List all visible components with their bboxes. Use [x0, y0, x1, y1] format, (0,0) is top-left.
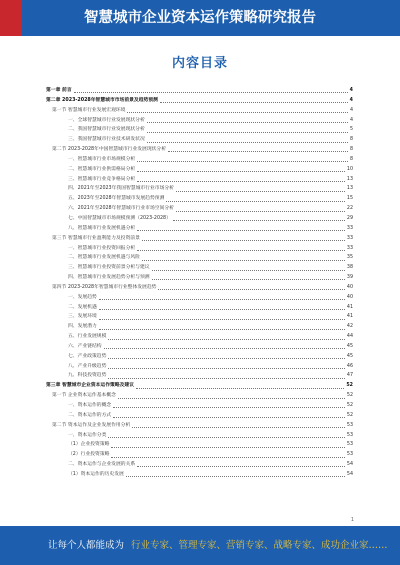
toc-entry-page: 44 — [346, 334, 353, 340]
toc-entry-label: 四、发展潜力 — [68, 324, 97, 330]
toc-entry[interactable] — [46, 401, 353, 411]
toc-entry-label: 二、我国智慧城市行业发展现状分析 — [68, 127, 145, 133]
toc-entry-label: 第四节 2023-2028年智慧城市行业整体发展趋势 — [52, 284, 157, 290]
toc-leader-dots — [108, 364, 345, 369]
toc-entry-label: 第三节 智慧城市行业盈利能力及投资前景 — [52, 235, 140, 241]
toc-entry-page: 29 — [346, 215, 353, 221]
toc-leader-dots — [137, 226, 345, 231]
toc-entry-label: 四、2021年至2023年我国智慧城市行业市场分析 — [68, 186, 174, 192]
toc-entry-label: 三、智慧城市行业投资前景分析与建议 — [68, 265, 150, 271]
toc-entry-page: 4 — [349, 88, 353, 93]
toc-leader-dots — [137, 157, 348, 162]
toc-entry[interactable] — [46, 106, 353, 116]
toc-entry-label: 第二节 2023-2028年中国智慧城市行业发展现状分析 — [52, 147, 167, 153]
toc-entry-label: （1）资本运作的历史发展 — [68, 471, 124, 477]
toc-entry-label: 一、资本运作的概念 — [68, 403, 112, 408]
toc-entry-label: 第一节 智慧城市行业发展宏观环境 — [52, 107, 126, 113]
toc-leader-dots — [99, 295, 345, 300]
toc-leader-dots — [166, 197, 345, 202]
toc-entry[interactable] — [46, 96, 353, 106]
toc-entry[interactable] — [46, 440, 353, 450]
toc-leader-dots — [160, 98, 348, 103]
toc-entry-label: 七、中国智慧城市市场规模预测（2023-2028） — [68, 215, 171, 221]
toc-leader-dots — [137, 177, 345, 182]
toc-entry-label: 第三章 智慧城市企业资本运作策略及建议 — [46, 383, 135, 389]
toc-leader-dots — [136, 384, 344, 389]
toc-leader-dots — [137, 462, 345, 467]
toc-leader-dots — [176, 187, 345, 192]
toc-entry[interactable] — [46, 450, 353, 460]
toc-leader-dots — [108, 433, 345, 438]
toc-leader-dots — [176, 207, 345, 212]
toc-leader-dots — [111, 453, 344, 458]
toc-entry-page: 13 — [346, 186, 353, 192]
toc-entry-label: 三、发展环境 — [68, 314, 97, 320]
toc-leader-dots — [99, 305, 345, 310]
toc-entry-page: 42 — [346, 324, 353, 330]
toc-entry-label: 五、行业发展规模 — [68, 334, 107, 340]
toc-entry-page: 52 — [346, 412, 353, 418]
toc-entry-label: 六、产业链结构 — [68, 343, 102, 349]
toc-entry-page: 5 — [349, 127, 353, 133]
toc-entry-page: 45 — [346, 343, 353, 349]
toc-leader-dots — [99, 325, 345, 330]
toc-leader-dots — [173, 216, 345, 221]
toc-entry-page: 33 — [346, 225, 353, 231]
toc-leader-dots — [108, 335, 345, 340]
toc-leader-dots — [118, 394, 345, 399]
toc-entry-page: 45 — [346, 353, 353, 359]
toc-leader-dots — [108, 374, 345, 379]
toc-entry-page: 13 — [346, 176, 353, 182]
toc-entry[interactable] — [46, 411, 353, 421]
toc-entry[interactable] — [46, 244, 353, 254]
toc-entry-page: 10 — [346, 166, 353, 172]
toc-leader-dots — [142, 256, 345, 261]
toc-entry-label: 第一节 企业资本运作基本概念 — [52, 393, 116, 399]
toc-leader-dots — [104, 344, 345, 349]
toc-entry[interactable] — [46, 253, 353, 263]
footer-slogan-left: 让每个人都能成为 — [48, 540, 125, 551]
toc-entry-label: 一、发展趋势 — [68, 294, 97, 300]
toc-entry[interactable] — [46, 391, 353, 401]
toc-entry-page: 22 — [346, 206, 353, 212]
toc-entry-label: 一、智慧城市行业市场规模分析 — [68, 156, 136, 162]
toc-entry-label: 第二章 2023-2028年智慧城市市场前景及趋势预测 — [46, 97, 158, 103]
toc-entry[interactable] — [46, 332, 353, 342]
toc-leader-dots — [108, 354, 345, 359]
toc-entry-label: 二、智慧城市行业发展机遇与风险 — [68, 255, 140, 261]
toc-entry[interactable] — [46, 342, 353, 352]
toc-entry-page: 53 — [346, 452, 353, 458]
toc-entry[interactable] — [46, 175, 353, 185]
toc-entry-page: 4 — [349, 107, 353, 113]
toc-leader-dots — [132, 423, 345, 428]
footer-bar — [0, 526, 400, 565]
toc-entry[interactable] — [46, 322, 353, 332]
toc-entry[interactable] — [46, 312, 353, 322]
toc-entry-page: 52 — [346, 393, 353, 399]
toc-entry-page: 40 — [346, 294, 353, 300]
toc-entry[interactable] — [46, 431, 353, 441]
toc-entry-page: 54 — [346, 471, 353, 477]
toc-entry-label: 一、智慧城市行业投资回报分析 — [68, 245, 136, 251]
toc-leader-dots — [152, 266, 345, 271]
toc-leader-dots — [113, 403, 345, 408]
toc-entry[interactable] — [46, 460, 353, 470]
toc-leader-dots — [137, 167, 345, 172]
toc-entry[interactable] — [46, 155, 353, 165]
toc-entry-page: 33 — [346, 235, 353, 241]
toc-entry-page: 54 — [346, 462, 353, 468]
toc-entry-page: 41 — [346, 304, 353, 310]
toc-entry[interactable] — [46, 224, 353, 234]
toc-entry-label: 第二节 资本运作及企业发展作用分析 — [52, 422, 131, 428]
toc-entry-label: 一、全球智慧城市行业发展现状分析 — [68, 117, 145, 123]
toc-leader-dots — [158, 285, 344, 290]
toc-entry-label: 二、智慧城市行业供需格局分析 — [68, 166, 136, 172]
toc-entry-label: 八、智慧城市行业发展机遇分析 — [68, 225, 136, 231]
toc-entry-page: 52 — [346, 383, 353, 389]
toc-entry[interactable] — [46, 125, 353, 135]
toc-entry-page: 53 — [346, 432, 353, 438]
toc-entry[interactable] — [46, 263, 353, 273]
toc-entry-page: 46 — [346, 363, 353, 369]
toc-entry-page: 38 — [346, 265, 353, 271]
toc-entry-page: 33 — [346, 245, 353, 251]
toc-entry-label: 七、产业政策趋势 — [68, 353, 107, 359]
toc-entry[interactable] — [46, 214, 353, 224]
report-header-bar — [0, 0, 400, 36]
table-of-contents — [46, 86, 353, 480]
toc-entry[interactable] — [46, 362, 353, 372]
toc-entry[interactable] — [46, 371, 353, 381]
toc-entry-page: 8 — [349, 147, 353, 153]
footer-slogan-right: 行业专家、管理专家、营销专家、战略专家、成功企业家…… — [131, 540, 388, 551]
toc-leader-dots — [74, 88, 348, 93]
toc-entry-page: 4 — [349, 97, 353, 103]
toc-entry[interactable] — [46, 165, 353, 175]
toc-entry-label: 五、2023年至2028年智慧城市发展趋势预测 — [68, 196, 165, 202]
toc-heading: 内容目录 — [171, 56, 228, 71]
toc-leader-dots — [147, 118, 348, 123]
toc-entry[interactable] — [46, 234, 353, 244]
toc-entry[interactable] — [46, 194, 353, 204]
toc-entry-label: 二、资本运作与企业发展的关系 — [68, 462, 136, 468]
toc-leader-dots — [113, 413, 345, 418]
toc-entry-page: 15 — [346, 196, 353, 202]
toc-entry-page: 39 — [346, 275, 353, 281]
report-title: 智慧城市企业资本运作策略研究报告 — [84, 10, 316, 26]
toc-entry-label: （2）行业投资策略 — [68, 452, 110, 458]
toc-leader-dots — [126, 472, 345, 477]
toc-entry-label: 六、2021年至2028年智慧城市行业市场空间分析 — [68, 206, 174, 212]
toc-entry-page: 8 — [349, 156, 353, 162]
toc-entry[interactable] — [46, 293, 353, 303]
toc-entry-label: 三、我国智慧城市行业技术研发状况 — [68, 137, 145, 143]
toc-entry[interactable] — [46, 204, 353, 214]
toc-entry-page: 53 — [346, 442, 353, 448]
page-number: 1 — [350, 517, 354, 523]
toc-entry[interactable] — [46, 283, 353, 293]
toc-leader-dots — [142, 236, 345, 241]
toc-entry-page: 52 — [346, 403, 353, 408]
toc-entry-label: 三、智慧城市行业竞争格局分析 — [68, 176, 136, 182]
toc-entry-label: 二、发展机遇 — [68, 304, 97, 310]
toc-entry-page: 41 — [346, 314, 353, 320]
toc-entry-page: 47 — [346, 373, 353, 379]
toc-leader-dots — [168, 147, 348, 152]
toc-entry-page: 8 — [349, 137, 353, 143]
toc-entry[interactable] — [46, 135, 353, 145]
toc-entry-page: 4 — [349, 117, 353, 123]
toc-leader-dots — [152, 275, 345, 280]
toc-entry-label: 二、资本运作的方式 — [68, 412, 112, 418]
toc-entry-label: 第一章 前言 — [46, 88, 72, 93]
toc-entry[interactable] — [46, 116, 353, 126]
toc-entry-label: （1）企业投资策略 — [68, 442, 110, 448]
toc-entry[interactable] — [46, 145, 353, 155]
toc-entry[interactable] — [46, 86, 353, 96]
toc-entry-page: 35 — [346, 255, 353, 261]
toc-entry[interactable] — [46, 421, 353, 431]
toc-entry-page: 53 — [346, 422, 353, 428]
toc-entry-label: 八、产业升级趋势 — [68, 363, 107, 369]
toc-leader-dots — [111, 443, 344, 448]
toc-entry[interactable] — [46, 273, 353, 283]
toc-entry[interactable] — [46, 303, 353, 313]
toc-entry-page: 40 — [346, 284, 353, 290]
toc-entry[interactable] — [46, 352, 353, 362]
toc-leader-dots — [137, 246, 345, 251]
toc-entry-label: 九、科技投资趋势 — [68, 373, 107, 379]
toc-leader-dots — [127, 108, 347, 113]
toc-entry[interactable] — [46, 470, 353, 480]
toc-leader-dots — [147, 138, 348, 143]
toc-entry-label: 一、资本运作分类 — [68, 432, 107, 438]
toc-entry[interactable] — [46, 184, 353, 194]
toc-entry-label: 四、智慧城市行业发展趋势分析与预测 — [68, 275, 150, 281]
toc-leader-dots — [99, 315, 345, 320]
toc-leader-dots — [147, 128, 348, 133]
toc-entry[interactable] — [46, 381, 353, 391]
